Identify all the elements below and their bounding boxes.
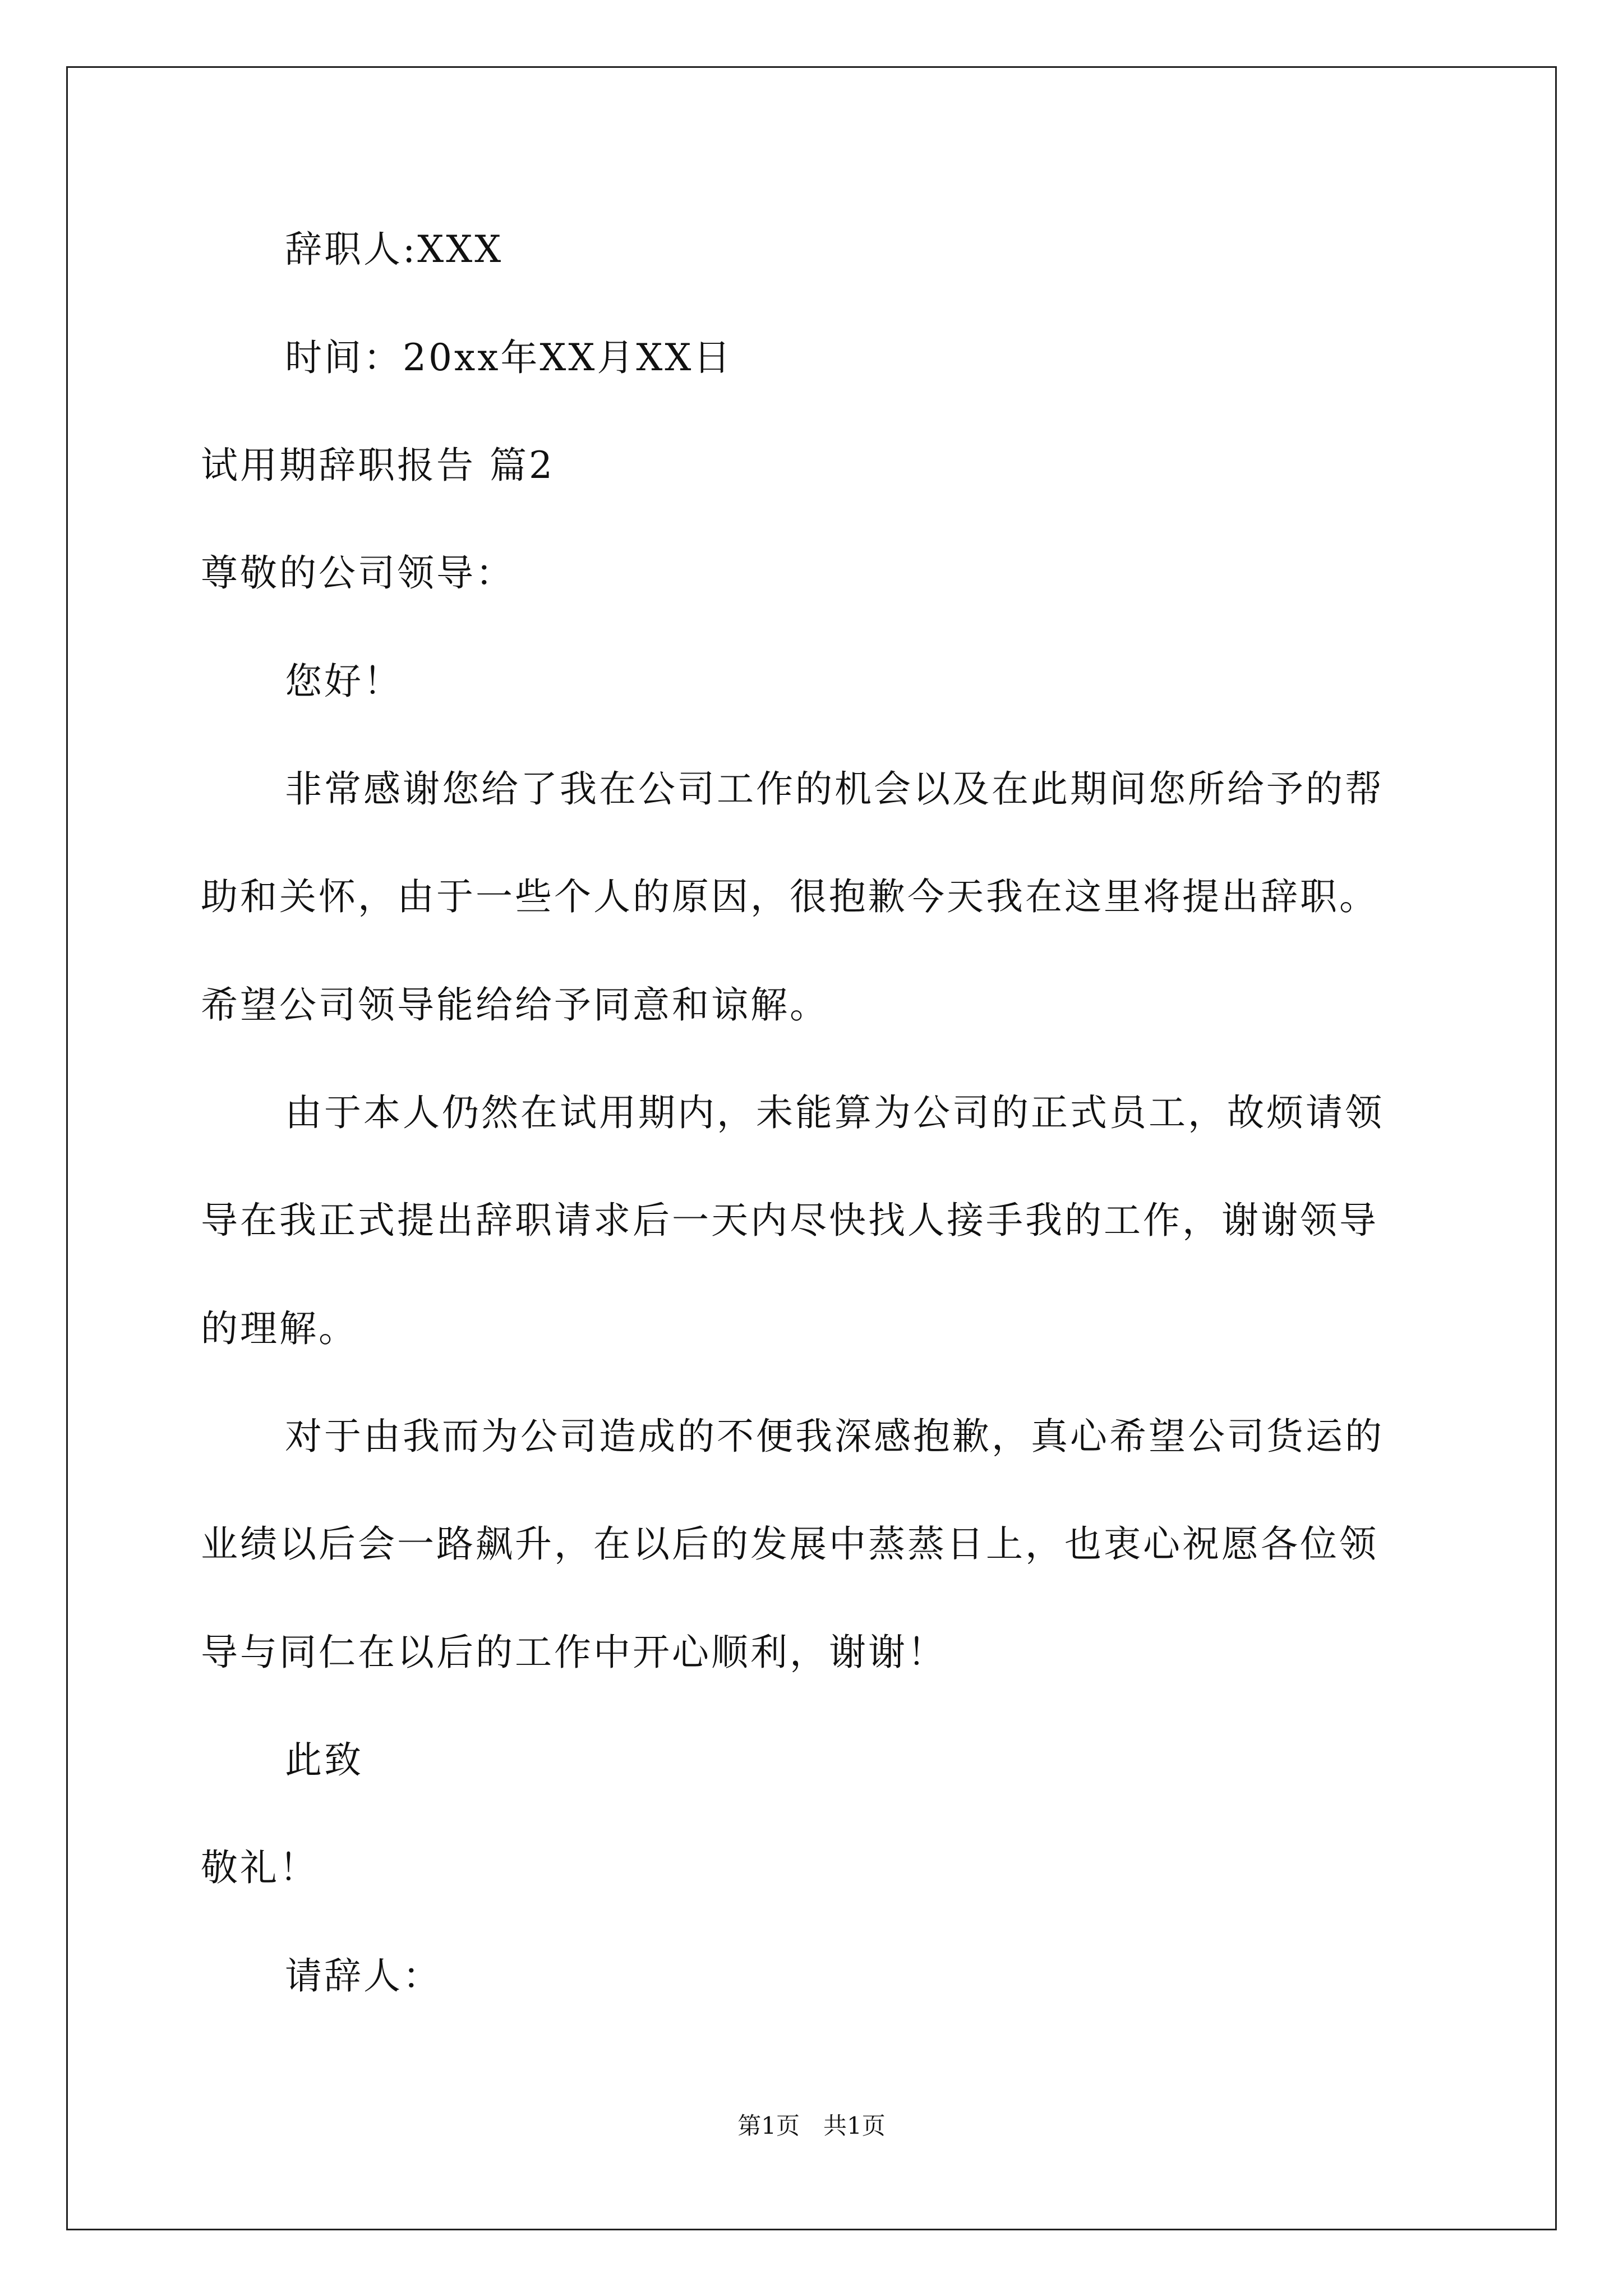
paragraph-1-line-3: 希望公司领导能给给予同意和谅解。	[201, 983, 829, 1027]
paragraph-2-line-3: 的理解。	[201, 1307, 358, 1350]
paragraph-1-line-1: 非常感谢您给了我在公司工作的机会以及在此期间您所给予的帮	[285, 767, 1384, 811]
paragraph-3-line-3: 导与同仁在以后的工作中开心顺利，谢谢！	[201, 1631, 947, 1674]
page-border	[66, 66, 1557, 2230]
signature-line: 请辞人：	[285, 1954, 442, 1998]
salutation: 尊敬的公司领导：	[201, 551, 515, 595]
paragraph-2-line-1: 由于本人仍然在试用期内，未能算为公司的正式员工，故烦请领	[285, 1091, 1384, 1134]
paragraph-3-line-1: 对于由我而为公司造成的不便我深感抱歉，真心希望公司货运的	[285, 1415, 1384, 1458]
paragraph-1-line-2: 助和关怀，由于一些个人的原因，很抱歉今天我在这里将提出辞职。	[201, 875, 1378, 918]
paragraph-3-line-2: 业绩以后会一路飙升，在以后的发展中蒸蒸日上，也衷心祝愿各位领	[201, 1522, 1378, 1566]
paragraph-2-line-2: 导在我正式提出辞职请求后一天内尽快找人接手我的工作，谢谢领导	[201, 1199, 1378, 1242]
section-title: 试用期辞职报告 篇2	[201, 444, 555, 487]
regards-line: 敬礼！	[201, 1846, 319, 1889]
closing-line: 此致	[285, 1738, 363, 1782]
date-line: 时间：20xx年XX月XX日	[285, 336, 733, 379]
resigner-line: 辞职人:XXX	[285, 228, 504, 271]
page-footer: 第1页 共1页	[737, 2112, 886, 2139]
greeting: 您好！	[285, 660, 403, 703]
